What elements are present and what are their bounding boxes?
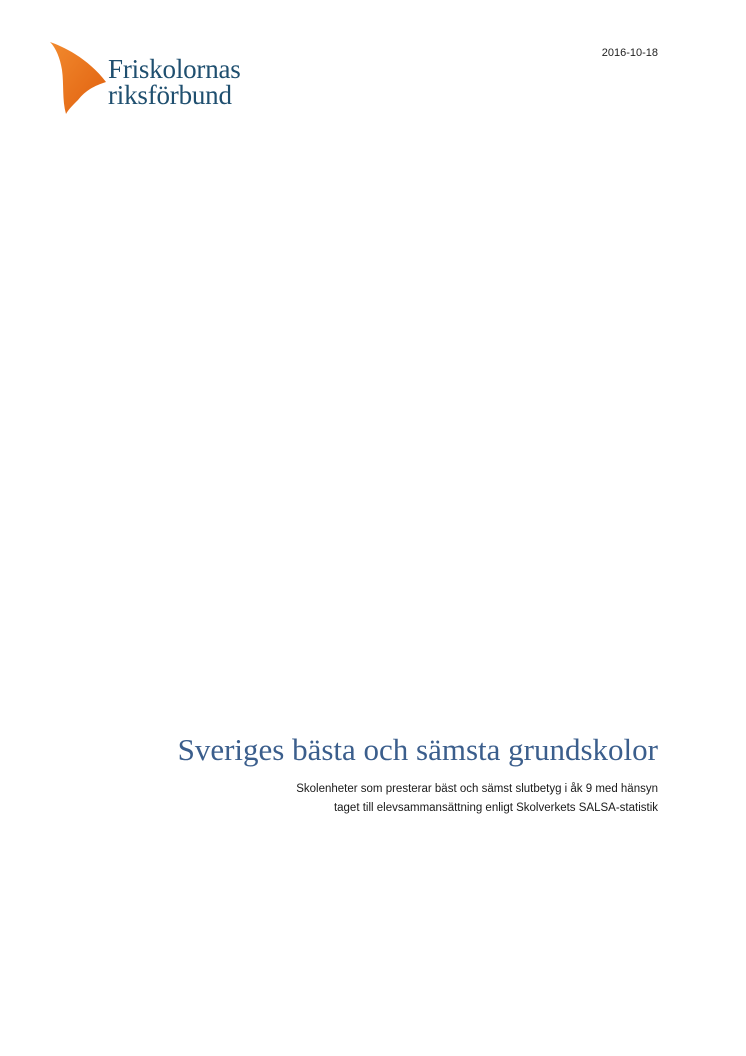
logo-line-2: riksförbund: [108, 80, 232, 110]
brand-logo: [48, 40, 278, 120]
logo-wordmark: [108, 56, 241, 108]
page-title: Sveriges bästa och sämsta grundskolor: [177, 732, 658, 767]
document-date: 2016-10-18: [601, 47, 658, 59]
subtitle-line-1: Skolenheter som presterar bäst och sämst slutbetyg i åk 9 med hänsyn: [296, 783, 658, 795]
sail-icon: [48, 40, 108, 115]
page-subtitle: [78, 780, 658, 818]
cover-title-block: [78, 732, 658, 818]
logo-line-1: Friskolornas: [108, 54, 241, 84]
subtitle-line-2: taget till elevsammansättning enligt Skolverkets SALSA-statistik: [333, 802, 658, 814]
